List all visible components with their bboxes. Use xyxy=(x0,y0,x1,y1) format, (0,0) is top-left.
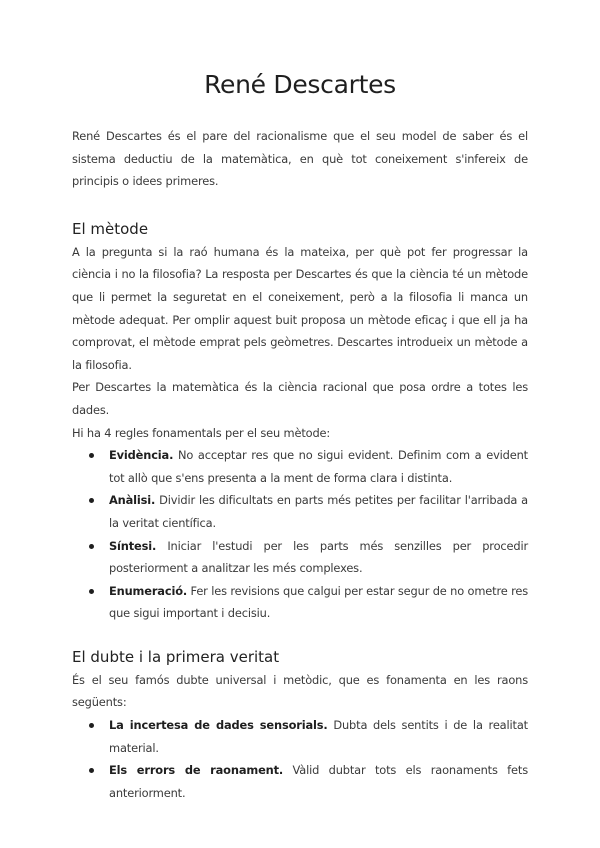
list-item-rule xyxy=(72,444,528,489)
section-heading-method: El mètode xyxy=(72,219,149,238)
bullet-icon xyxy=(89,498,94,503)
bullet-icon xyxy=(89,544,94,549)
reason-term: La incertesa de dades sensorials. xyxy=(109,718,328,733)
rule-term: Enumeració. xyxy=(109,583,188,598)
reason-term: Els errors de raonament. xyxy=(109,763,284,778)
method-paragraph-1: A la pregunta si la raó humana és la mateixa, per què pot fer progressar la ciència i no la filosofia? La resposta per Descartes és que la ciència té un mètode que li permet la seguretat en el coneixement, però a la filosofia li manca un mètode adequat. Per omplir aquest buit proposa un mètode eficaç i que ell ja ha comprovat, el mètode emprat pels geòmetres. Descartes introdueix un mètode a la filosofia. xyxy=(72,244,528,372)
rule-text: Dividir les dificultats en parts més petites per facilitar l'arribada a la veritat científica. xyxy=(109,493,528,530)
doubt-paragraph: És el seu famós dubte universal i metòdic, que es fonamenta en les raons següents: xyxy=(72,672,528,710)
reason-text: Vàlid dubtar tots els raonaments fets anteriorment. xyxy=(109,763,528,800)
rule-text: No acceptar res que no sigui evident. Definim com a evident tot allò que s'ens presenta a la ment de forma clara i distinta. xyxy=(109,448,528,485)
page-title: René Descartes xyxy=(204,70,396,99)
rule-term: Síntesi. xyxy=(109,538,157,553)
list-item-reason xyxy=(72,714,528,759)
bullet-icon xyxy=(89,723,94,728)
method-paragraph-2: Per Descartes la matemàtica és la ciència racional que posa ordre a totes les dades. xyxy=(72,380,528,417)
bullet-icon xyxy=(89,589,94,594)
list-item-reason xyxy=(72,759,528,804)
list-item-rule xyxy=(72,489,528,534)
list-item-rule xyxy=(72,580,528,625)
rules-list xyxy=(72,444,528,625)
bullet-icon xyxy=(89,768,94,773)
rule-text: Fer les revisions que calgui per estar segur de no ometre res que sigui important i decisiu. xyxy=(109,583,528,621)
rule-term: Anàlisi. xyxy=(109,493,156,508)
method-paragraph-3: Hi ha 4 regles fonamentals per el seu mètode: xyxy=(72,425,331,440)
document-page xyxy=(72,70,528,826)
bullet-icon xyxy=(89,453,94,458)
section-heading-doubt: El dubte i la primera veritat xyxy=(72,647,280,666)
intro-paragraph: René Descartes és el pare del racionalisme que el seu model de saber és el sistema deductiu de la matemàtica, en què tot coneixement s'infereix de principis o idees primeres. xyxy=(72,129,528,189)
rule-text: Iniciar l'estudi per les parts més senzilles per procedir posteriorment a analitzar les més complexes. xyxy=(109,538,528,576)
reasons-list xyxy=(72,714,528,804)
list-item-rule xyxy=(72,535,528,580)
rule-term: Evidència. xyxy=(109,448,174,463)
reason-text: Dubta dels sentits i de la realitat material. xyxy=(109,718,528,755)
